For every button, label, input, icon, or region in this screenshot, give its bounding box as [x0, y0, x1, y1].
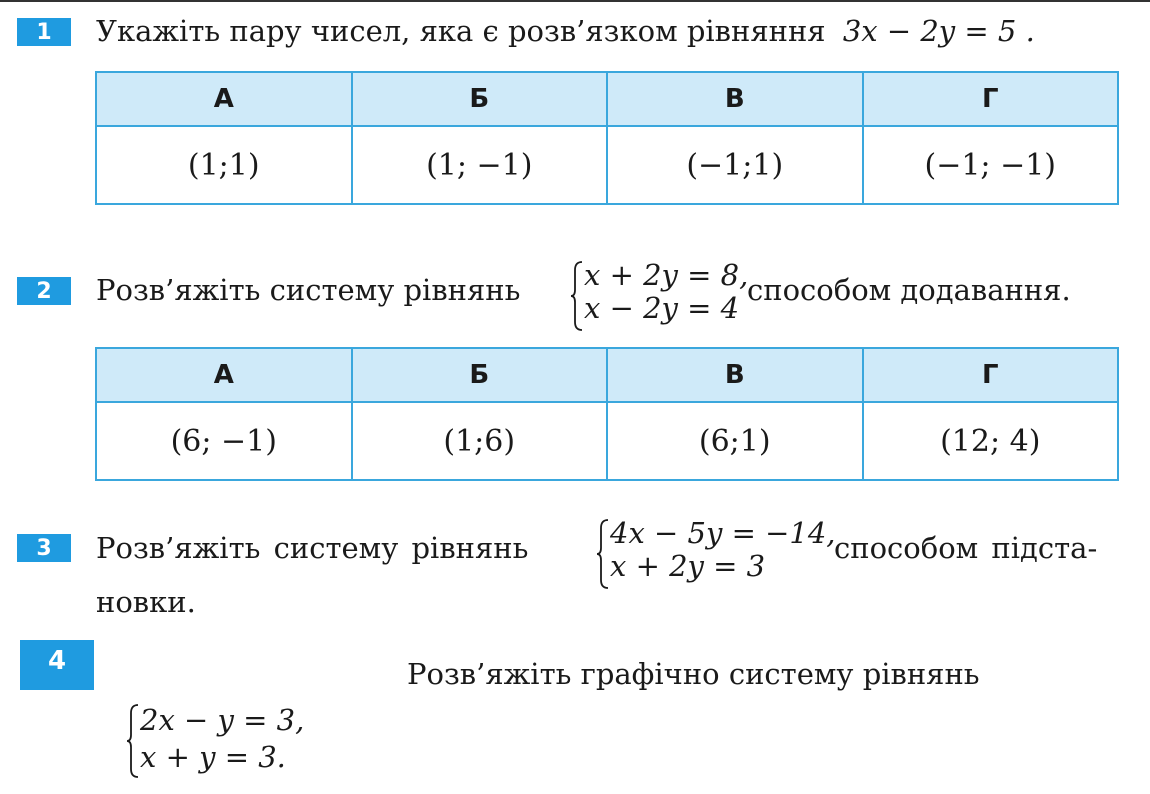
- task-1-equation: 3x − 2y = 5 .: [842, 14, 1035, 48]
- task-3-text: Розв’яжіть систему рівнянь: [96, 531, 529, 565]
- task-1-answer-g[interactable]: (−1; −1): [863, 126, 1119, 204]
- task-4-number-badge: 4: [20, 640, 94, 690]
- task-2-equation-2: x − 2y = 4: [584, 291, 740, 325]
- task-3-equation-1: 4x − 5y = −14,: [610, 516, 836, 550]
- task-4-text: Розв’яжіть графічно систему рівнянь: [407, 657, 980, 691]
- task-1-answer-v[interactable]: (−1;1): [607, 126, 863, 204]
- task-1-answer-a[interactable]: (1;1): [96, 126, 352, 204]
- task-4-equation-2: x + y = 3.: [140, 740, 286, 774]
- task-2-system-brace: [570, 260, 584, 332]
- task-2-answer-g[interactable]: (12; 4): [863, 402, 1119, 480]
- task-2-header-v: В: [607, 348, 863, 402]
- task-3-text-after: способом підста-: [834, 531, 1098, 565]
- task-4-system: [140, 702, 304, 776]
- task-3-text-wrap: новки.: [96, 585, 196, 619]
- task-2-answer-b[interactable]: (1;6): [352, 402, 608, 480]
- task-1-answer-table: [95, 71, 1119, 205]
- task-1-number-badge: 1: [17, 18, 71, 46]
- task-4-equation-1: 2x − y = 3,: [140, 703, 305, 737]
- task-2-text-after: способом додавання.: [747, 273, 1071, 307]
- task-3-equation-2: x + 2y = 3: [610, 549, 766, 583]
- top-rule: [0, 0, 1150, 2]
- task-3-number-badge: 3: [17, 534, 71, 562]
- task-2-number-badge: 2: [17, 277, 71, 305]
- task-3-system-brace: [596, 518, 610, 590]
- task-2-equation-1: x + 2y = 8,: [584, 258, 749, 292]
- task-3-system: [610, 517, 836, 583]
- task-2-answer-table: [95, 347, 1119, 481]
- task-4-system-brace: [126, 703, 140, 779]
- task-2-text: Розв’яжіть систему рівнянь: [96, 273, 521, 307]
- task-1-header-g: Г: [863, 72, 1119, 126]
- task-2-header-a: А: [96, 348, 352, 402]
- task-2-header-b: Б: [352, 348, 608, 402]
- task-2-answer-a[interactable]: (6; −1): [96, 402, 352, 480]
- task-2-answer-v[interactable]: (6;1): [607, 402, 863, 480]
- task-1-header-v: В: [607, 72, 863, 126]
- task-1-header-b: Б: [352, 72, 608, 126]
- task-2-header-g: Г: [863, 348, 1119, 402]
- task-1-header-a: А: [96, 72, 352, 126]
- task-1-text: Укажіть пару чисел, яка є розв’язком рівняння: [96, 14, 826, 48]
- task-1-answer-b[interactable]: (1; −1): [352, 126, 608, 204]
- task-2-system: [584, 259, 748, 325]
- task-1-question: [96, 14, 1035, 48]
